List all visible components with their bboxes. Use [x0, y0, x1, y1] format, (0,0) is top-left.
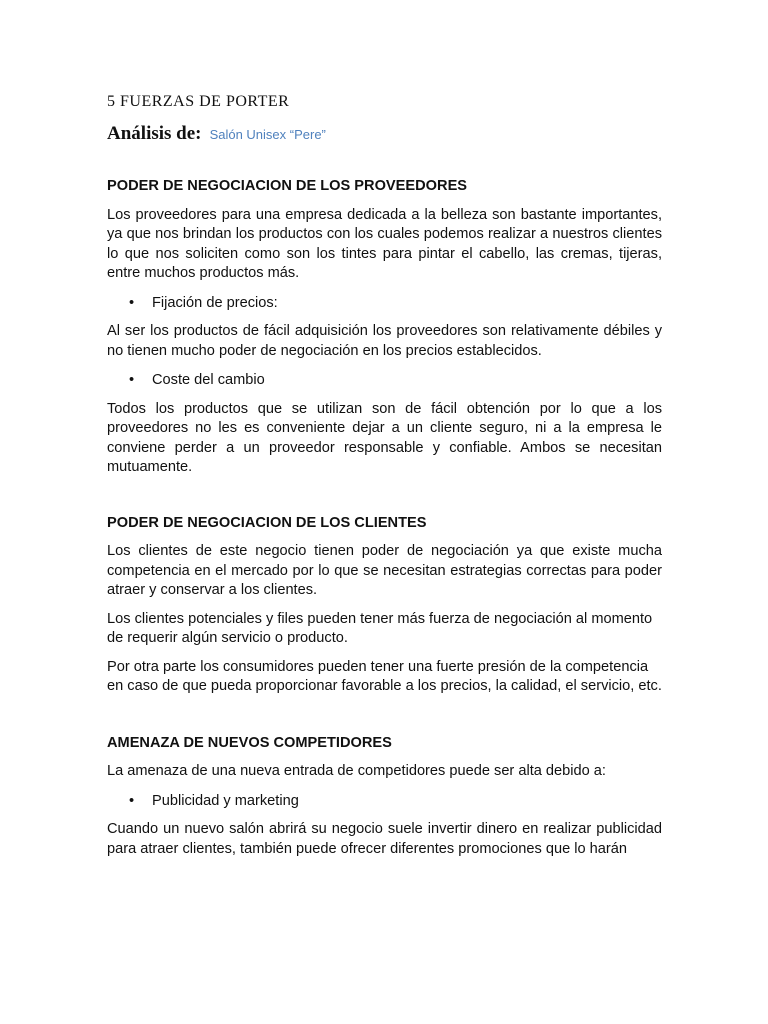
section-heading-new-competitors: AMENAZA DE NUEVOS COMPETIDORES — [107, 734, 392, 751]
bullet-icon: • — [129, 792, 135, 809]
document-page — [107, 88, 662, 859]
analysis-label: Análisis de: — [107, 123, 202, 144]
analysis-line — [107, 122, 662, 147]
bullet-list — [107, 371, 662, 391]
bullet-list — [107, 792, 662, 812]
clients-paragraph-2: Los clientes potenciales y files pueden tener más fuerza de negociación al momento de requerir algún servicio o producto. — [107, 610, 653, 646]
list-item-label: Fijación de precios: — [152, 294, 278, 311]
list-item — [107, 371, 662, 391]
clients-paragraph-3: Por otra parte los consumidores pueden tener una fuerte presión de la competencia en caso de que pueda proporcionar favorable a los precios, la calidad, el servicio, etc. — [107, 658, 662, 694]
document-title: 5 FUERZAS DE PORTER — [107, 93, 290, 110]
list-item-label: Coste del cambio — [152, 372, 265, 388]
analysis-value: Salón Unisex “Pere” — [209, 127, 326, 142]
list-item — [107, 792, 662, 812]
bullet-icon: • — [129, 294, 135, 311]
bullet-icon: • — [129, 372, 135, 388]
new-competitors-marketing-paragraph: Cuando un nuevo salón abrirá su negocio suele invertir dinero en realizar publicidad para atraer clientes, también puede ofrecer diferentes promociones que lo harán — [107, 821, 662, 857]
list-item — [107, 294, 662, 314]
suppliers-intro-paragraph: Los proveedores para una empresa dedicada a la belleza son bastante importantes, ya que nos brindan los productos con los cuales podemos realizar a nuestros clientes lo que nos soliciten como son los tintes para pintar el cabello, las cremas, tijeras, entre muchos productos más. — [107, 206, 662, 281]
suppliers-switching-paragraph: Todos los productos que se utilizan son de fácil obtención por lo que a los proveedores no les es conveniente dejar a un cliente seguro, ni a la empresa le conviene perder a un proveedor responsable y confiable. Ambos se necesitan mutuamente. — [107, 400, 662, 475]
bullet-list — [107, 294, 662, 314]
section-heading-clients: PODER DE NEGOCIACION DE LOS CLIENTES — [107, 514, 427, 531]
clients-paragraph-1: Los clientes de este negocio tienen poder de negociación ya que existe mucha competencia en el mercado por lo que se necesitan estrategias correctas para poder atraer y conservar a los clientes. — [107, 543, 662, 598]
suppliers-pricing-paragraph: Al ser los productos de fácil adquisición los proveedores son relativamente débiles y no tienen mucho poder de negociación en los precios establecidos. — [107, 323, 662, 359]
new-competitors-intro-paragraph: La amenaza de una nueva entrada de competidores puede ser alta debido a: — [107, 763, 606, 779]
list-item-label: Publicidad y marketing — [152, 792, 299, 809]
section-heading-suppliers: PODER DE NEGOCIACION DE LOS PROVEEDORES — [107, 178, 468, 194]
